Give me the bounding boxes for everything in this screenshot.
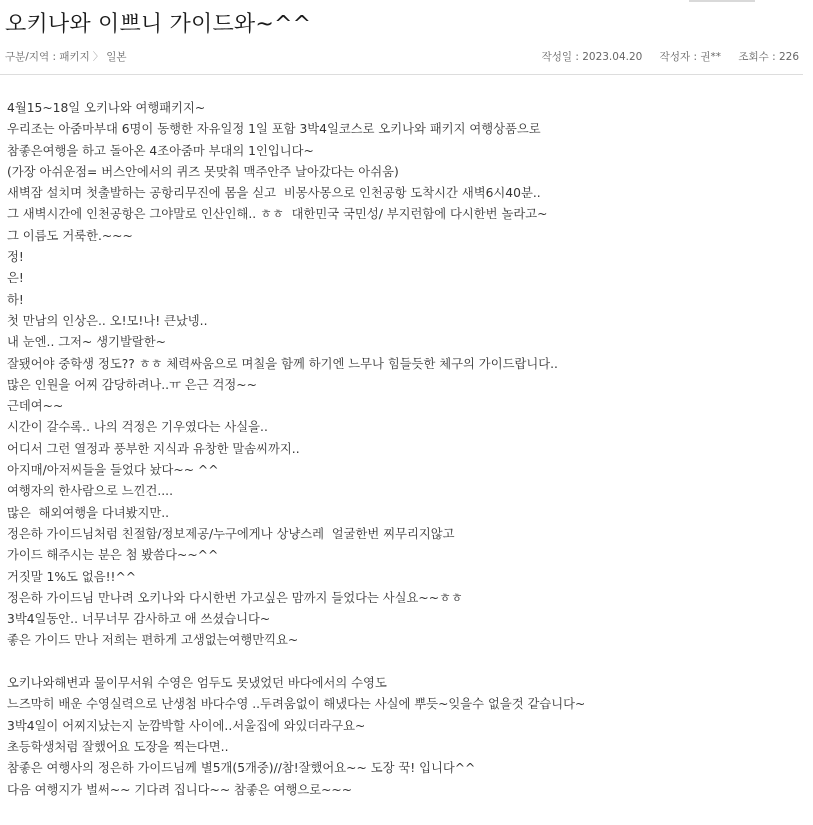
body-line: 여행자의 한사람으로 느낀건....	[7, 484, 173, 499]
body-line	[7, 652, 803, 673]
post-meta	[5, 49, 799, 65]
category-breadcrumb	[5, 49, 127, 64]
body-line: 내 눈엔.. 그저~ 생기발랄한~	[7, 335, 166, 350]
body-line: 우리조는 아줌마부대 6명이 동행한 자유일정 1일 포함 3박4일코스로 오키나와 패키지 여행상품으로	[7, 122, 541, 137]
post-title: 오키나와 이쁘니 가이드와~^^	[5, 12, 312, 37]
body-line: 오키나와해변과 물이무서워 수영은 엄두도 못냈었던 바다에서의 수영도	[7, 676, 387, 691]
body-line: 좋은 가이드 만나 저희는 편하게 고생없는여행만끽요~	[7, 633, 299, 648]
body-line: 가이드 해주시는 분은 첨 봤씀다~~^^	[7, 548, 219, 563]
body-line: 어디서 그런 열정과 풍부한 지식과 유창한 말솜씨까지..	[7, 441, 300, 456]
body-line: 4월15~18일 오키나와 여행패키지~	[7, 101, 206, 115]
body-line: 느즈막히 배운 수영실력으로 난생첨 바다수영 ..두려움없이 해냈다는 사실에 뿌듯~잊을수 없을것 같습니다~	[7, 697, 586, 712]
body-line: 새벽잠 설치며 첫출발하는 공항리무진에 몸을 싣고 비몽사몽으로 인천공항 도착시간 새벽6시40분..	[7, 186, 541, 201]
body-line: 3박4일동안.. 너무너무 감사하고 애 쓰셨습니다~	[7, 612, 271, 627]
body-line: 시간이 갈수록.. 나의 걱정은 기우였다는 사실을..	[7, 420, 268, 435]
body-line: 하!	[7, 292, 24, 307]
chevron-right-icon: 〉	[92, 51, 104, 63]
body-line: 초등학생처럼 잘했어요 도장을 찍는다면..	[7, 739, 229, 754]
post-author: 작성자 : 권**	[659, 51, 721, 63]
body-line: 아지매/아저씨들을 들었다 놨다~~ ^^	[7, 463, 219, 478]
post-body	[7, 98, 803, 801]
body-line: 근데여~~	[7, 399, 64, 414]
body-line: 정은하 가이드님 만나려 오키나와 다시한번 가고싶은 맘까지 들었다는 사실요~~ㅎㅎ	[7, 590, 463, 605]
category-label: 구분/지역 :	[5, 51, 60, 63]
header-divider	[0, 74, 803, 75]
body-line: 그 새벽시간에 인천공항은 그야말로 인산인해.. ㅎㅎ 대한민국 국민성/ 부지런함에 다시한번 놀라고~	[7, 207, 548, 222]
body-line: (가장 아쉬운점= 버스안에서의 퀴즈 못맞춰 맥주안주 날아갔다는 아쉬움)	[7, 164, 399, 179]
top-tab-indicator	[689, 0, 755, 2]
body-line: 거짓말 1%도 없음!!^^	[7, 569, 137, 584]
body-line: 정은하 가이드님처럼 친절함/정보제공/누구에게나 상냥스레 얼굴한번 찌무리지않고	[7, 526, 455, 541]
body-line: 첫 만남의 인상은.. 오!모!나! 큰났넹..	[7, 313, 208, 328]
body-line: 참좋은여행을 하고 돌아온 4조아줌마 부대의 1인입니다~	[7, 143, 314, 158]
body-line: 참좋은 여행사의 정은하 가이드님께 별5개(5개중)//참!잘했어요~~ 도장 꾹! 입니다^^	[7, 761, 476, 776]
body-line: 그 이름도 거룩한.~~~	[7, 228, 133, 243]
category-link-japan[interactable]: 일본	[106, 51, 127, 63]
body-line: 은!	[7, 271, 24, 286]
body-line: 잘됐어야 중학생 정도?? ㅎㅎ 체력싸움으로 며칠을 함께 하기엔 느무나 힘들듯한 체구의 가이드랍니다..	[7, 356, 558, 371]
post-info	[528, 49, 799, 64]
post-views: 조회수 : 226	[738, 51, 799, 63]
body-line: 3박4일이 어찌지났는지 눈깜박할 사이에..서울집에 와있더라구요~	[7, 718, 366, 733]
post-date: 작성일 : 2023.04.20	[541, 51, 643, 63]
body-line: 많은 해외여행을 다녀봤지만..	[7, 505, 170, 520]
body-line: 정!	[7, 250, 24, 265]
body-line: 다음 여행지가 벌써~~ 기다려 집니다~~ 참좋은 여행으로~~~	[7, 782, 353, 797]
body-line: 많은 인원을 어찌 감당하려나..ㅠ 은근 걱정~~	[7, 377, 257, 392]
category-link-package[interactable]: 패키지	[59, 51, 90, 63]
